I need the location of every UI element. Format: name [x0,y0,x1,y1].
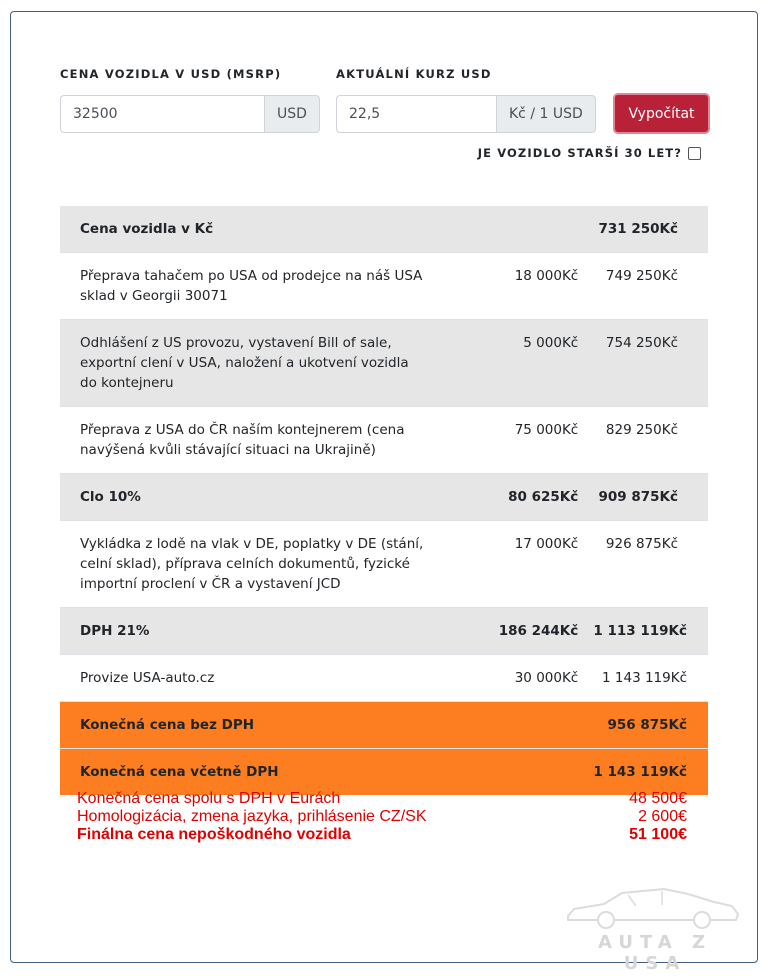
row-description: DPH 21% [60,608,447,655]
summary-line-homologation [77,808,687,826]
row-running-total: 909 875Kč [578,474,708,521]
msrp-input-group [60,95,320,133]
table-row [60,320,708,407]
row-amount [447,206,578,253]
table-row [60,253,708,320]
row-amount: 5 000Kč [447,320,578,407]
rate-input-group [336,95,596,133]
row-running-total: 956 875Kč [578,702,708,749]
price-breakdown-table [60,206,708,795]
msrp-input[interactable]: 32500 [60,95,264,133]
row-description: Cena vozidla v Kč [60,206,447,253]
rate-input[interactable]: 22,5 [336,95,496,133]
row-amount: 30 000Kč [447,655,578,702]
summary-label: Konečná cena spolu s DPH v Eurách [77,790,341,807]
summary-value: 48 500€ [629,790,687,807]
table-row [60,608,708,655]
table-row-final-with-vat [60,749,708,796]
table-row [60,655,708,702]
logo-text: AUTA Z USA [597,932,713,974]
msrp-label: CENA VOZIDLA V USD (MSRP) [60,67,282,81]
row-amount: 80 625Kč [447,474,578,521]
row-running-total: 754 250Kč [578,320,708,407]
summary-label: Finálna cena nepoškodného vozidla [77,826,351,843]
row-amount: 75 000Kč [447,407,578,474]
row-amount: 186 244Kč [447,608,578,655]
older-than-30-row [478,146,701,160]
row-amount [447,702,578,749]
row-amount [447,749,578,796]
row-description: Provize USA-auto.cz [60,655,447,702]
table-row [60,206,708,253]
table-row-final-without-vat [60,702,708,749]
row-description: Přeprava z USA do ČR naším kontejnerem (cena navýšená kvůli stávající situaci na Ukrajině) [60,407,447,474]
older-than-30-label: JE VOZIDLO STARŠÍ 30 LET? [477,146,682,160]
summary-label: Homologizácia, zmena jazyka, prihlásenie CZ/SK [77,808,427,825]
row-running-total: 749 250Kč [578,253,708,320]
row-description: Clo 10% [60,474,447,521]
row-description: Konečná cena bez DPH [60,702,447,749]
row-running-total: 1 143 119Kč [578,655,708,702]
rate-unit-addon: Kč / 1 USD [496,95,596,133]
row-running-total: 1 113 119Kč [578,608,708,655]
row-running-total: 829 250Kč [578,407,708,474]
msrp-currency-addon: USD [264,95,320,133]
row-amount: 18 000Kč [447,253,578,320]
row-amount: 17 000Kč [447,521,578,608]
row-description: Přeprava tahačem po USA od prodejce na náš USA sklad v Georgii 30071 [60,253,447,320]
row-running-total: 1 143 119Kč [578,749,708,796]
calculate-button[interactable]: Vypočítat [613,93,710,134]
older-than-30-checkbox[interactable] [688,147,701,160]
row-description: Vykládka z lodě na vlak v DE, poplatky v DE (stání, celní sklad), příprava celních dokumentů, fyzické importní proclení v ČR a vystavení JCD [60,521,447,608]
summary-line-eur [77,790,687,808]
car-silhouette-icon [564,880,746,932]
summary-line-final [77,826,687,844]
auta-z-usa-logo [564,880,746,974]
table-row [60,474,708,521]
row-description: Konečná cena včetně DPH [60,749,447,796]
summary-value: 51 100€ [629,826,687,843]
rate-label: AKTUÁLNÍ KURZ USD [336,67,492,81]
table-row [60,407,708,474]
row-running-total: 731 250Kč [578,206,708,253]
row-running-total: 926 875Kč [578,521,708,608]
row-description: Odhlášení z US provozu, vystavení Bill of sale, exportní clení v USA, naložení a ukotvení vozidla do kontejneru [60,320,447,407]
summary-value: 2 600€ [638,808,687,825]
table-row [60,521,708,608]
